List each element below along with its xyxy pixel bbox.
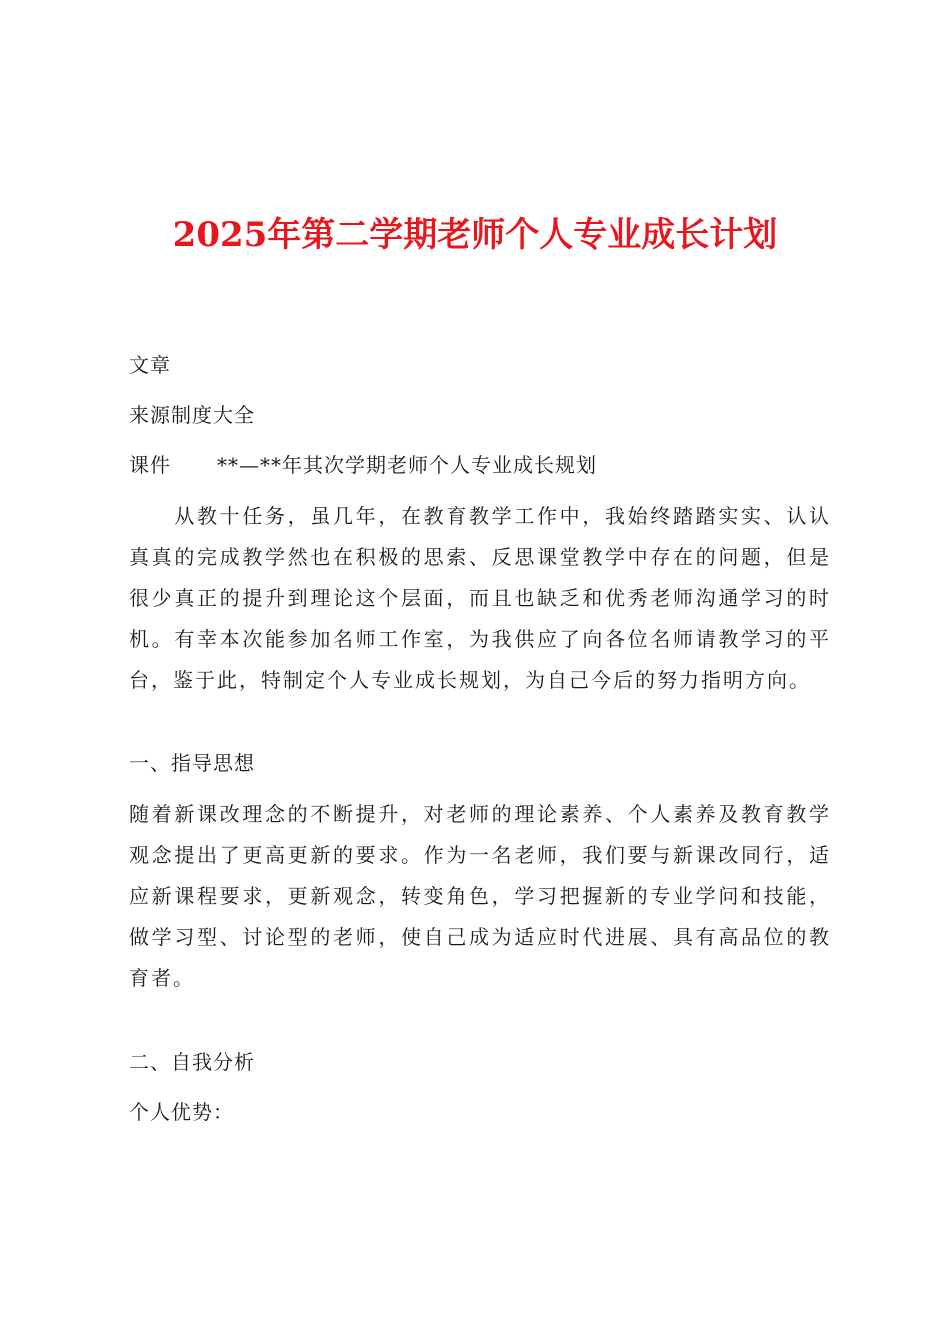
section-heading-self-analysis: 二、自我分析	[129, 1050, 255, 1074]
paragraph-line: 机。有幸本次能参加名师工作室，为我供应了向各位名师请教学习的平	[129, 627, 831, 651]
course-label: 课件	[129, 453, 171, 477]
meta-line-source: 来源制度大全	[129, 403, 255, 427]
paragraph-line: 做学习型、讨论型的老师，使自己成为适应时代进展、具有高品位的教	[129, 925, 831, 949]
paragraph-line: 台，鉴于此，特制定个人专业成长规划，为自己今后的努力指明方向。	[129, 668, 811, 692]
paragraph-line: 很少真正的提升到理论这个层面，而且也缺乏和优秀老师沟通学习的时	[129, 586, 831, 610]
paragraph-line: 真真的完成教学然也在积极的思索、反思课堂教学中存在的问题，但是	[129, 545, 831, 569]
paragraph-line: 应新课程要求，更新观念，转变角色，学习把握新的专业学问和技能，	[129, 884, 831, 908]
intro-paragraph	[129, 496, 831, 701]
paragraph-line: 从教十任务，虽几年，在教育教学工作中，我始终踏踏实实、认认	[129, 504, 831, 528]
paragraph-line: 随着新课改理念的不断提升，对老师的理论素养、个人素养及教育教学	[129, 802, 831, 826]
subheading-personal-strengths: 个人优势：	[129, 1100, 234, 1124]
guiding-thought-paragraph	[129, 794, 831, 999]
meta-line-article: 文章	[129, 353, 171, 377]
paragraph-line: 观念提出了更高更新的要求。作为一名老师，我们要与新课改同行，适	[129, 843, 831, 867]
meta-line-course	[129, 451, 597, 479]
document-title: 2025年第二学期老师个人专业成长计划	[172, 215, 778, 255]
section-heading-guiding-thought: 一、指导思想	[129, 751, 255, 775]
course-title: **—**年其次学期老师个人专业成长规划	[217, 453, 597, 477]
paragraph-line: 育者。	[129, 966, 195, 990]
